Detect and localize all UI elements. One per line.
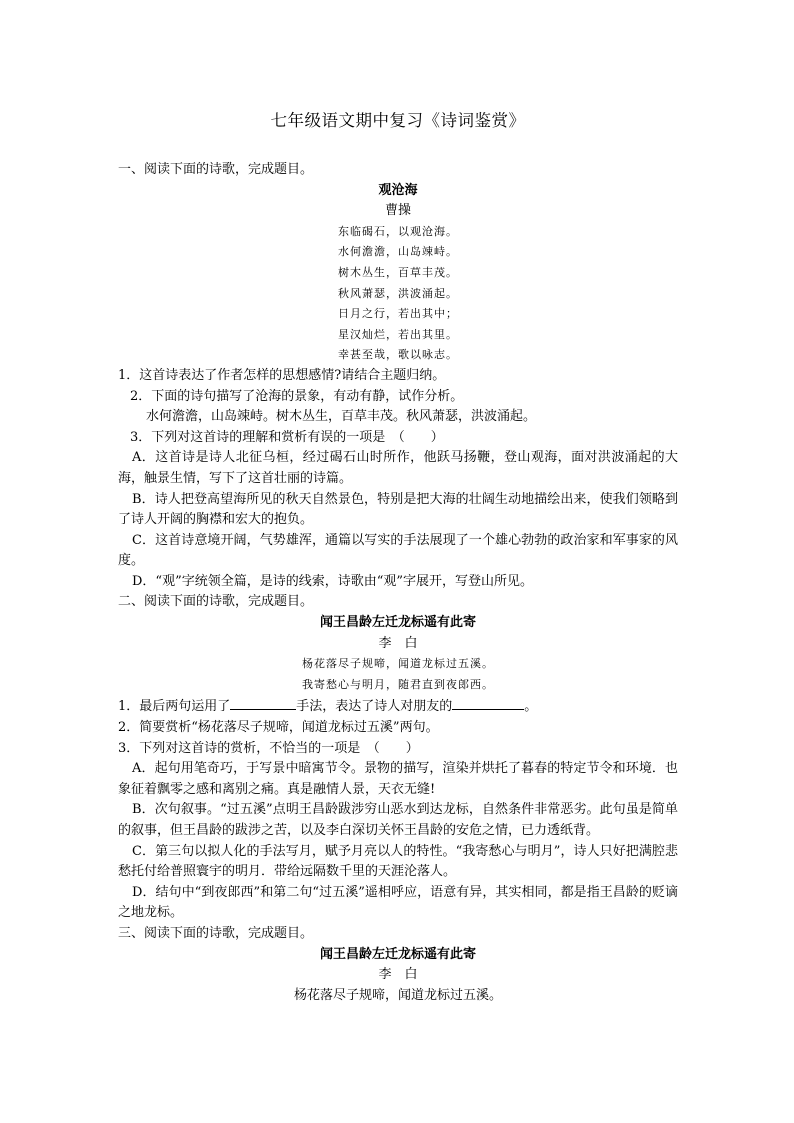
question-2-1: [118, 695, 678, 718]
option-1-c: C．这首诗意境开阔，气势雄浑，通篇以写实的手法展现了一个雄心勃勃的政治家和军事家的风度。: [118, 532, 678, 569]
option-2-d: D．结句中“到夜郎西”和第二句“过五溪”遥相呼应，语意有异，其实相同，都是指王昌龄的贬谪之地龙标。: [118, 884, 678, 921]
poem-3-line: 杨花落尽子规啼，闻道龙标过五溪。: [293, 987, 502, 1003]
answer-blank[interactable]: [452, 695, 524, 710]
poem-2-author: 李 白: [378, 635, 418, 651]
poem-1-line: 幸甚至哉，歌以咏志。: [338, 348, 458, 362]
option-1-d: D．“观”字统领全篇，是诗的线索，诗歌由“观”字展开，写登山所见。: [132, 573, 534, 589]
poem-1-author: 曹操: [384, 203, 411, 219]
document-body: [118, 160, 678, 1006]
section-3-heading: 三、阅读下面的诗歌，完成题目。: [118, 925, 314, 941]
question-1-3: 3．下列对这首诗的理解和赏析有误的一项是 （ ）: [130, 429, 444, 445]
question-2-1-part: 手法，表达了诗人对朋友的: [296, 699, 453, 715]
question-1-2: 2．下面的诗句描写了沧海的景象，有动有静，试作分析。: [130, 388, 464, 404]
page-title: 七年级语文期中复习《诗词鉴赏》: [270, 111, 526, 130]
poem-2-title: 闻王昌龄左迁龙标遥有此寄: [319, 615, 476, 631]
option-1-a: A．这首诗是诗人北征乌桓，经过碣石山时所作，他跃马扬鞭，登山观海，面对洪波涌起的大海，触景生情，写下了这首壮丽的诗篇。: [118, 450, 678, 486]
question-2-3: 3．下列对这首诗的赏析，不恰当的一项是 （ ）: [118, 740, 419, 756]
section-2-heading: 二、阅读下面的诗歌，完成题目。: [118, 594, 314, 610]
poem-1-title: 观沧海: [378, 182, 418, 198]
option-2-b: B．次句叙事。“过五溪”点明王昌龄跋涉穷山恶水到达龙标，自然条件非常恶劣。此句虽是简单的叙事，但王昌龄的跋涉之苦，以及李白深切关怀王昌龄的安危之情，已力透纸背。: [118, 802, 678, 838]
option-2-c: C．第三句以拟人化的手法写月，赋予月亮以人的特性。“我寄愁心与明月”，诗人只好把满腔悲愁托付给普照寰宇的明月．带给远隔数千里的天涯沦落人。: [118, 843, 678, 880]
question-2-2: 2．简要赏析“杨花落尽子规啼，闻道龙标过五溪”两句。: [118, 720, 439, 736]
poem-1-line: 星汉灿烂，若出其里。: [338, 327, 458, 341]
poem-2-line: 杨花落尽子规啼，闻道龙标过五溪。: [302, 657, 494, 671]
option-2-a: A．起句用笔奇巧，于写景中暗寓节令。景物的描写，渲染并烘托了暮春的特定节令和环境．也象征着飘零之感和离别之痛。真是融情人景，天衣无缝!: [118, 761, 678, 797]
question-2-1-part: 1．最后两句运用了: [118, 699, 231, 715]
poem-3-title: 闻王昌龄左迁龙标遥有此寄: [319, 946, 476, 962]
option-1-b: B．诗人把登高望海所见的秋天自然景色，特别是把大海的壮阔生动地描绘出来，使我们领略到了诗人开阔的胸襟和宏大的抱负。: [118, 491, 678, 528]
poem-1-line: 日月之行，若出其中；: [338, 307, 458, 321]
question-1-2-quote: 水何澹澹，山岛竦峙。树木丛生，百草丰茂。秋风萧瑟，洪波涌起。: [146, 409, 537, 425]
section-1-heading: 一、阅读下面的诗歌，完成题目。: [118, 162, 314, 177]
poem-1-line: 东临碣石，以观沧海。: [338, 224, 458, 238]
question-1-1: 1．这首诗表达了作者怎样的思想感情?请结合主题归纳。: [118, 367, 446, 383]
answer-blank[interactable]: [230, 695, 296, 710]
poem-1-line: 水何澹澹，山岛竦峙。: [338, 245, 458, 259]
poem-1-line: 秋风萧瑟，洪波涌起。: [338, 286, 458, 300]
question-2-1-part: 。: [524, 699, 538, 715]
poem-2-line: 我寄愁心与明月，随君直到夜郎西。: [302, 677, 494, 691]
poem-3-author: 李 白: [378, 967, 418, 983]
poem-1-line: 树木丛生，百草丰茂。: [338, 265, 458, 279]
